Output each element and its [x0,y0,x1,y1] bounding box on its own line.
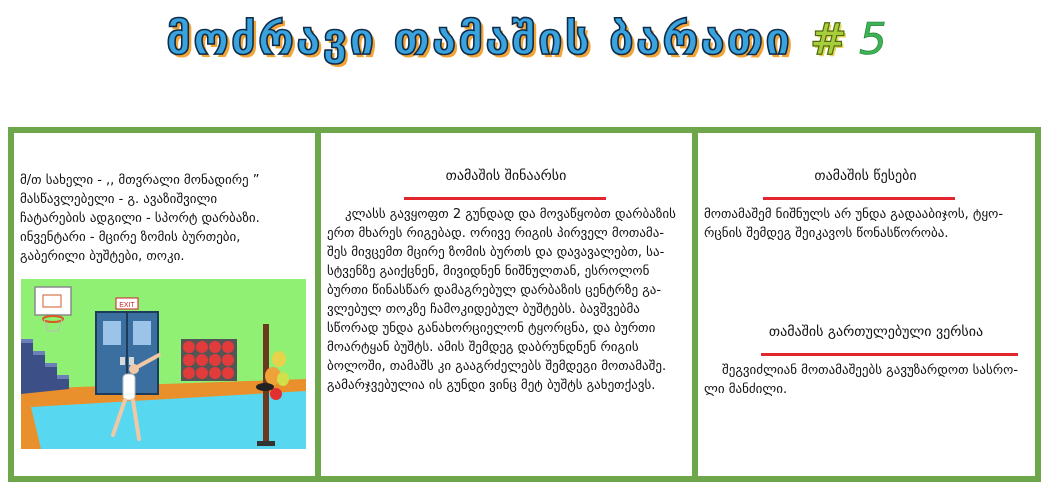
gym-illustration [21,279,306,449]
rules-line: რცნის შემდეგ შეიკავოს წონასწორობა. [704,226,949,241]
complex-version-line: ლი მანძილი. [704,382,788,397]
content-line: ერთ მხარეს რიგებად. ორივე რიგის პირველ მოთამა- [327,226,665,241]
complex-version-text [704,361,1024,399]
rules-heading: თამაშის წესები [814,168,917,184]
rules-underline [763,197,955,200]
card-title-text: მოძრავი თამაშის ბარათი [166,14,793,65]
hash-sign: # [810,14,849,65]
card-number: 5 [858,14,889,65]
content-panel [321,133,692,476]
content-heading: თამაშის შინაარსი [445,168,567,184]
content-line: მოარტყან ბუშტს. ამის შემდეგ დაბრუნდნენ რიგის [327,340,639,355]
info-line-teacher: მასწავლებელი - გ. ავაზიშვილი [20,192,218,207]
card-title [0,14,1055,65]
ball-rack-icon [181,339,237,381]
card-frame [8,127,1041,482]
content-underline [404,197,606,200]
content-line: გამარჯვებულია ის გუნდი ვინც მეტ ბუშტს გახეთქავს. [327,378,656,393]
info-line-name: მ/თ სახელი - ,, მთვრალი მონადირე ” [20,173,260,188]
rules-line: მოთამაშემ ნიშნულს არ უნდა გადააბიჯოს, ტყო- [704,207,1004,222]
content-line: შეს მივცემთ მცირე ზომის ბურთს და დავავალებთ, სა- [327,245,665,260]
content-line: ბოლოში, თამაშს კი გააგრძელებს შემდეგი მოთამაშე. [327,359,667,374]
content-line: ბურთი წინასწარ დამაგრებულ დარბაზის ცენტრზე გა- [327,283,662,298]
info-panel [14,133,315,476]
complex-version-underline [761,353,1018,356]
content-line: ვლებულ თოკზე ჩამოკიდებულ ბუშტებს. ბავშვებმა [327,302,640,317]
content-line: კლასს გავყოფთ 2 გუნდად და მოვაწყობთ დარბაზის [345,207,676,222]
info-line-place: ჩატარების ადგილი - სპორტ დარბაზი. [20,211,260,226]
info-line-inventory-cont: გაბერილი ბუშტები, თოკი. [20,249,185,264]
info-block [20,171,306,266]
info-line-inventory: ინვენტარი - მცირე ზომის ბურთები, [20,230,241,245]
rules-panel [698,133,1035,476]
content-text [327,205,685,395]
rules-text [704,205,1030,243]
complex-version-line: შეგვიძლიან მოთამაშეებს გავუზარდოთ სასრო- [722,363,1019,378]
complex-version-heading: თამაშის გართულებული ვერსია [768,324,984,340]
content-line: სწორად უნდა განახორციელონ ტყორცნა, და ბურთი [327,321,656,336]
content-line: სტვენზე გაიქცნენ, მივიდნენ ნიშნულთან, ესროლონ [327,264,650,279]
exit-sign: EXIT [119,302,135,309]
